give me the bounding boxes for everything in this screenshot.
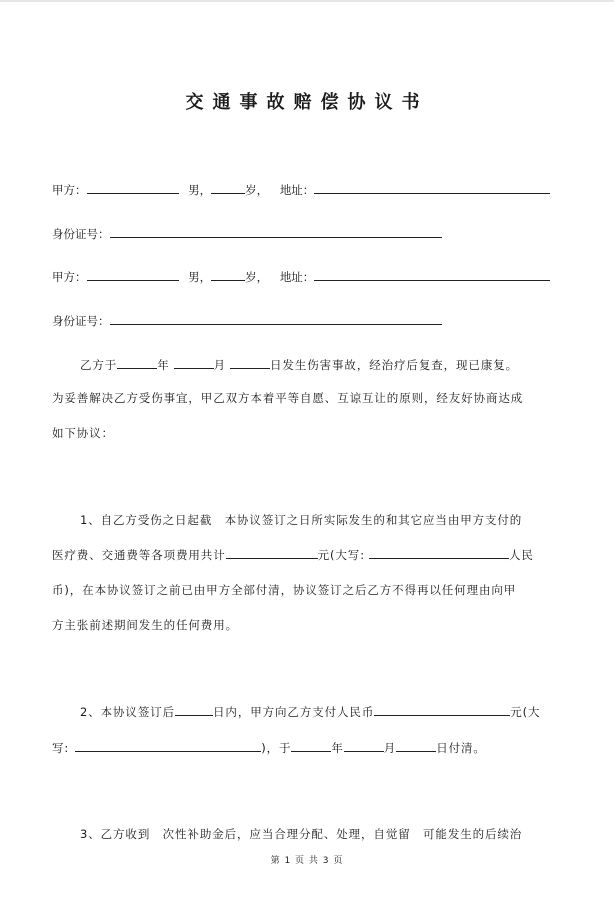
month-blank <box>174 356 214 369</box>
clause2-line-2 <box>52 739 486 755</box>
year-text: 年 <box>331 741 344 755</box>
clause-text: 元(大写: <box>317 548 365 562</box>
intro-line-1 <box>80 356 518 372</box>
page-number: 第 1 页 共 3 页 <box>270 856 344 866</box>
age-blank <box>211 181 245 194</box>
id-line-2 <box>52 312 442 328</box>
amount-words-blank <box>75 739 261 752</box>
month-text: 月 <box>383 741 397 755</box>
clause-text: )，于 <box>261 741 292 755</box>
gender-text: 男， <box>188 183 212 197</box>
amount-blank <box>226 546 318 559</box>
clause1-line-4: 方主张前述期间发生的任何费用。 <box>52 618 238 632</box>
intro-text: 乙方于 <box>80 358 118 372</box>
name-blank <box>87 268 179 281</box>
address-label: 地址： <box>279 183 315 197</box>
day-blank <box>230 356 270 369</box>
days-blank <box>175 703 213 716</box>
id-line-1 <box>52 225 442 241</box>
clause-text: 日付清。 <box>436 741 486 755</box>
party-a-label: 甲方： <box>52 183 87 197</box>
year-blank <box>117 356 157 369</box>
clause1-line-1: 1、自乙方受伤之日起截 本协议签订之日所实际发生的和其它应当由甲方支付的 <box>80 513 523 527</box>
address-label: 地址： <box>279 270 315 284</box>
age-text: 岁， <box>245 183 269 197</box>
party-a-line-2 <box>52 268 550 284</box>
intro-text: 日发生伤害事故，经治疗后复查，现已康复。 <box>270 358 519 372</box>
day-blank <box>396 739 436 752</box>
intro-line-2: 为妥善解决乙方受伤事宜，甲乙双方本着平等自愿、互谅互让的原则，经友好协商达成 <box>52 391 524 405</box>
clause1-line-3: 币)，在本协议签订之前已由甲方全部付清，协议签订之后乙方不得再以任何理由向甲 <box>52 583 517 597</box>
intro-line-3: 如下协议： <box>52 426 114 440</box>
id-blank <box>110 225 442 238</box>
age-text: 岁， <box>245 270 269 284</box>
party-a-label: 甲方： <box>52 270 87 284</box>
id-blank <box>110 312 442 325</box>
address-blank <box>314 181 550 194</box>
clause-text: 写: <box>52 741 70 755</box>
page-top-border <box>0 0 614 2</box>
gender-text: 男， <box>188 270 212 284</box>
amount-blank <box>374 703 510 716</box>
id-label: 身份证号： <box>52 314 110 328</box>
month-text: 月 <box>213 358 227 372</box>
clause1-line-2 <box>52 546 534 562</box>
clause2-line-1 <box>80 703 540 719</box>
clause-text: 2、本协议签订后 <box>80 705 176 719</box>
clause-text: 日内，甲方向乙方支付人民币 <box>213 705 375 719</box>
name-blank <box>87 181 179 194</box>
clause-text: 医疗费、交通费等各项费用共计 <box>52 548 226 562</box>
year-blank <box>291 739 331 752</box>
clause-text: 人民 <box>508 548 534 562</box>
id-label: 身份证号： <box>52 227 110 241</box>
clause3-line-1: 3、乙方收到 次性补助金后，应当合理分配、处理，自觉留 可能发生的后续治 <box>80 827 523 841</box>
year-text: 年 <box>157 358 170 372</box>
clause-text: 元(大 <box>510 705 541 719</box>
address-blank <box>314 268 550 281</box>
month-blank <box>344 739 384 752</box>
amount-words-blank <box>369 546 509 559</box>
age-blank <box>211 268 245 281</box>
party-a-line-1 <box>52 181 550 197</box>
document-title: 交通事故赔偿协议书 <box>185 92 429 113</box>
